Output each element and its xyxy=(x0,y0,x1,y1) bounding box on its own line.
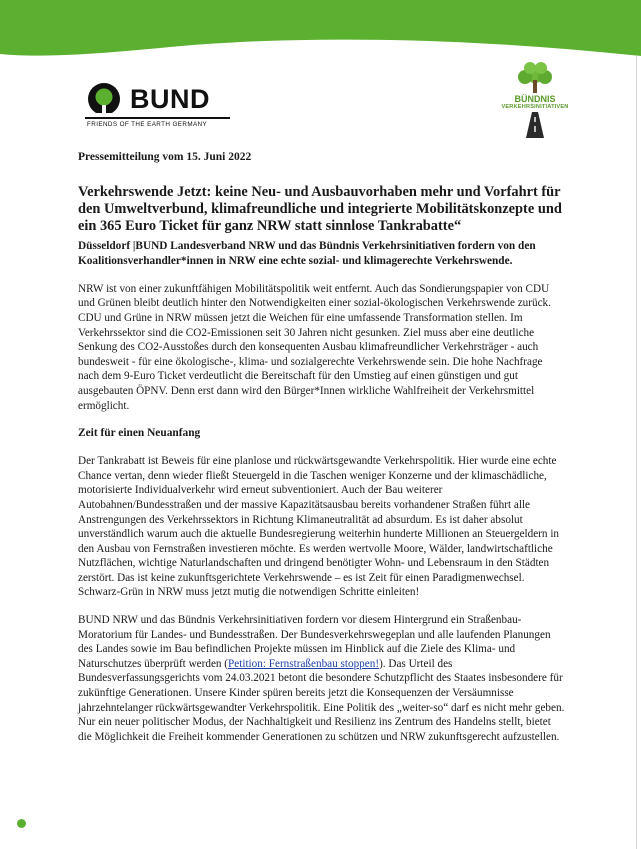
paragraph-1: NRW ist von einer zukunftfähigen Mobilitätspolitik weit entfernt. Auch das Sondierungspapier von CDU und Grünen bleibt deutlich hinter den Notwendigkeiten einer sozial-ökologischen Verkehrswende zurück. CDU und Grüne in NRW müssen jetzt die Weichen für eine umfassende Transformation stellen. Im Verkehrssektor sind die CO2-Emissionen seit 30 Jahren nicht gesunken. Ziel muss aber eine deutliche Senkung des CO2-Ausstoßes durch den konsequenten Ausbau klimafreundlicher Verkehrsträger - auch bundesweit - für eine ökologische-, klima- und sozialgerechte Verkehrswende sein. Die hohe Nachfrage nach dem 9-Euro Ticket verdeutlicht die Bereitschaft für den Umstieg auf einen günstigen und gut ausgebauten ÖPNV. Denn erst dann wird den Bürger*Innen wirkliche Wahlfreiheit der Verkehrsmittel ermöglicht. xyxy=(78,282,551,412)
bund-logo-rule xyxy=(85,117,230,119)
bund-subtitle: FRIENDS OF THE EARTH GERMANY xyxy=(87,121,208,128)
release-date: Pressemitteilung vom 15. Juni 2022 xyxy=(78,151,252,163)
page-edge-line xyxy=(636,56,637,849)
section-heading: Zeit für einen Neuanfang xyxy=(78,427,201,440)
lead-paragraph: Düsseldorf |BUND Landesverband NRW und das Bündnis Verkehrsinitiativen fordern von den Koalitionsverhandler*innen in NRW eine echte sozial- und klimagerechte Verkehrswende. xyxy=(78,240,536,267)
buendnis-subtitle: VERKEHRSINITIATIVEN xyxy=(501,104,569,110)
press-release-body xyxy=(78,150,566,757)
bund-wordmark: BUND xyxy=(130,84,210,114)
paragraph-3-text-start: BUND NRW und das Bündnis Verkehrsinitiativen fordern vor diesem Hintergrund ein Straßenbau-Moratorium für Landes- und Bundesstraßen. Der Bundesverkehrswegeplan und alle laufenden Planungen des Landes sowie im Bau befindlichen Projekte müssen im Hinblick auf die Ziele des Klima- und Naturschutzes überprüft werden ( xyxy=(78,614,551,670)
buendnis-title: BÜNDNIS xyxy=(514,94,556,104)
paragraph-3-text-end: ). Das Urteil des Bundesverfassungsgerichts vom 24.03.2021 betont die besondere Schutzpflicht des Staates insbesondere für zukünftige Generationen. Unsere Kinder spüren bereits jetzt die Konsequenzen der Versäumnisse jahrzehntelanger rückwärtsgewandter Verkehrspolitik. Eine Politik des „weiter-so“ darf es nicht mehr geben. Nur ein neuer politischer Modus, der Nachhaltigkeit und Resilienz ins Zentrum des Handelns stellt, bietet die Möglichkeit die Freiheit kommender Generationen zu schützen und NRW zukunftsgerecht aufzustellen. xyxy=(78,657,565,743)
corner-dot xyxy=(17,819,26,828)
headline: Verkehrswende Jetzt: keine Neu- und Ausbauvorhaben mehr und Vorfahrt für den Umweltverbund, klimafreundliche und integrierte Mobilitätskonzepte und ein 365 Euro Ticket für ganz NRW statt sinnlose Tankrabatte“ xyxy=(78,184,562,234)
paragraph-2: Der Tankrabatt ist Beweis für eine planlose und rückwärtsgewandte Verkehrspolitik. Hier wurde eine echte Chance vertan, denn wieder fließt Steuergeld in die Taschen weniger Konzerne und der klimaschädliche, motorisierte Individualverkehr wird erneut subventioniert. Auch der Bau weiterer Autobahnen/Bundesstraßen und der massive Kapazitätsausbau bereits vorhandener Straßen führt alle Anstrengungen des Verkehrssektors in Richtung Klimaneutralität ad absurdum. Es ist daher absolut unverständlich warum auch die aktuelle Bundesregierung weiterhin hunderte Millionen an Steuergeldern in den Ausbau von Fernstraßen investieren möchte. Es werden wertvolle Moore, Wälder, landwirtschaftliche Nutzflächen, wichtige Naturlandschaften und dringend benötigter Wohn- und Lebensraum in den Städten zerstört. Das ist keine zukunftsgerichtete Verkehrswende – es ist Zeit für einen Paradigmenwechsel. Schwarz-Grün in NRW muss jetzt mutig die notwendigen Schritte einleiten! xyxy=(78,455,560,599)
paragraph-3 xyxy=(78,613,566,744)
petition-link[interactable]: Petition: Fernstraßenbau stoppen! xyxy=(228,657,380,670)
